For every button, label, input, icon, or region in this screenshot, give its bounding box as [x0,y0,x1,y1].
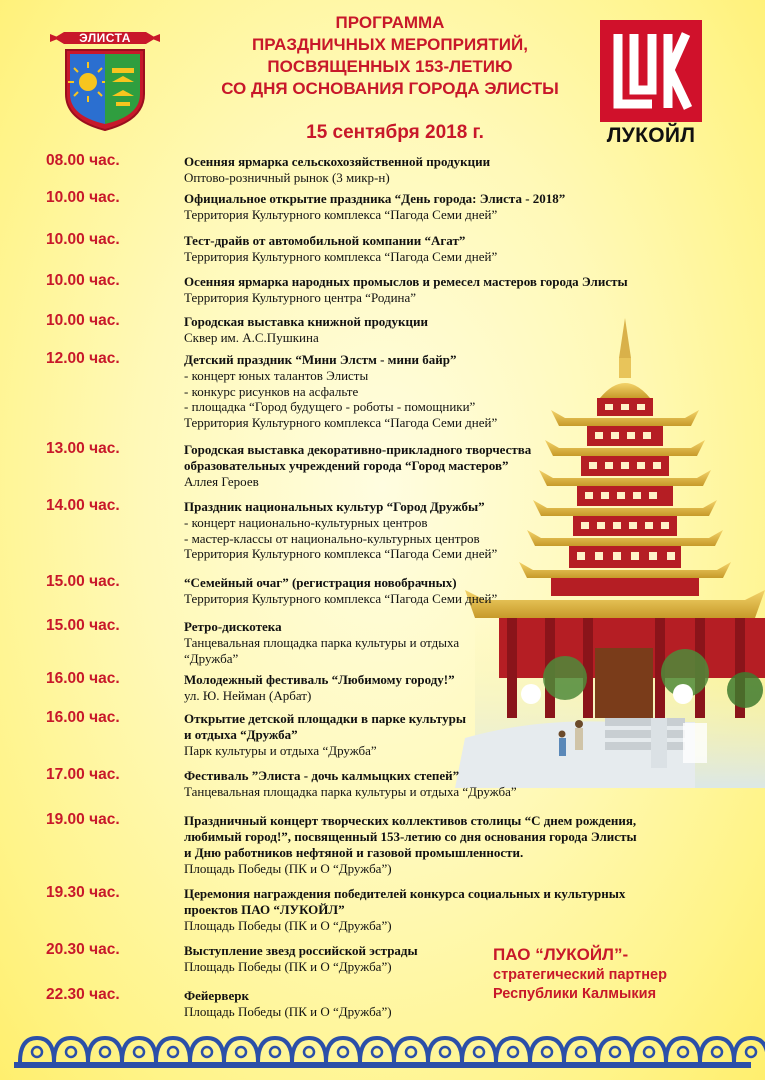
event-title: Открытие детской площадки в парке культуры [184,711,466,726]
event-time: 16.00 час. [46,670,120,687]
event-title: Фейерверк [184,988,249,1003]
event-line: - площадка “Город будущего - роботы - помощники” [184,399,476,414]
event-title: “Семейный очаг” (регистрация новобрачных) [184,575,457,590]
event-location: Площадь Победы (ПК и О “Дружба”) [184,861,392,876]
partner-title: ПАО “ЛУКОЙЛ”- [493,945,629,964]
event-details [184,575,497,607]
event-title: Праздник национальных культур “Город Дружбы” [184,499,485,514]
event-details [184,943,418,975]
event-location: Территория Культурного комплекса “Пагода Семи дней” [184,249,498,264]
event-time: 10.00 час. [46,272,120,289]
event-location-cont: “Дружба” [184,650,239,666]
partner-line: Республики Калмыкия [493,986,657,1002]
event-time: 16.00 час. [46,709,120,726]
event-location: Сквер им. А.С.Пушкина [184,330,319,345]
page-title [190,12,590,100]
event-line: - конкурс рисунков на асфальте [184,383,359,399]
event-details [184,988,392,1020]
event-line: - мастер-классы от национально-культурных центров [184,530,480,546]
event-title: Фестиваль ”Элиста - дочь калмыцких степей” [184,768,460,783]
event-date: 15 сентября 2018 г. [306,122,484,143]
title-line: ПРОГРАММА [335,13,445,32]
event-time: 10.00 час. [46,312,120,329]
event-title: Городская выставка книжной продукции [184,314,428,329]
event-location: Территория Культурного центра “Родина” [184,290,417,305]
ornament-icon [0,1024,765,1074]
event-details [184,813,637,877]
city-coat-of-arms [50,24,160,134]
event-details [184,154,490,186]
event-time: 13.00 час. [46,440,120,457]
event-title-cont: и отдыха “Дружба” [184,727,298,742]
event-time: 08.00 час. [46,152,120,169]
event-location: Территория Культурного комплекса “Пагода Семи дней” [184,414,498,430]
title-line: ПОСВЯЩЕННЫХ 153-ЛЕТИЮ [267,57,513,76]
event-location: Танцевальная площадка парка культуры и отдыха “Дружба” [184,784,517,799]
event-line: - концерт национально-культурных центров [184,515,428,530]
event-title: Городская выставка декоративно-прикладного творчества [184,442,532,457]
event-title: Молодежный фестиваль “Любимому городу!” [184,672,455,687]
lukoil-logo [600,20,702,122]
event-title: Тест-драйв от автомобильной компании “Агат” [184,233,466,248]
event-title: Ретро-дискотека [184,619,282,634]
event-details [184,352,497,430]
event-line: - концерт юных талантов Элисты [184,368,369,383]
event-details [184,314,428,346]
event-location: Площадь Победы (ПК и О “Дружба”) [184,1004,392,1019]
pagoda-icon [455,318,765,788]
event-time: 20.30 час. [46,941,120,958]
event-time: 10.00 час. [46,231,120,248]
event-title-cont: образовательных учреждений города “Город мастеров” [184,458,509,473]
event-title: Детский праздник “Мини Элстм - мини байр” [184,352,457,367]
event-details [184,442,531,490]
event-title: Церемония награждения победителей конкурса социальных и культурных [184,886,626,901]
event-details [184,619,459,666]
partner-note [493,944,733,1004]
event-location: Территория Культурного комплекса “Пагода Семи дней” [184,591,498,606]
event-location: Территория Культурного комплекса “Пагода Семи дней” [184,546,498,561]
event-details [184,499,497,562]
event-time: 15.00 час. [46,617,120,634]
partner-line: стратегический партнер [493,967,667,983]
event-location: Парк культуры и отдыха “Дружба” [184,743,377,758]
event-time: 12.00 час. [46,350,120,367]
event-details [184,274,628,306]
event-title: Официальное открытие праздника “День города: Элиста - 2018” [184,191,566,206]
ornament-border [0,1024,765,1074]
event-title: Осенняя ярмарка народных промыслов и ремесел мастеров города Элисты [184,274,628,289]
event-details [184,886,625,934]
event-time: 22.30 час. [46,986,120,1003]
event-location: Территория Культурного комплекса “Пагода Семи дней” [184,207,498,222]
event-time: 17.00 час. [46,766,120,783]
event-location: Аллея Героев [184,474,259,489]
event-title: Праздничный концерт творческих коллективов столицы “С днем рождения, [184,813,637,828]
event-details [184,191,565,223]
event-title-cont: и Дню работников нефтяной и газовой промышленности. [184,845,524,860]
event-title: Выступление звезд российской эстрады [184,943,418,958]
event-location: Площадь Победы (ПК и О “Дружба”) [184,918,392,933]
event-location: Оптово-розничный рынок (3 микр-н) [184,170,390,185]
event-details [184,768,517,800]
event-time: 14.00 час. [46,497,120,514]
event-time: 19.30 час. [46,884,120,901]
event-details [184,233,497,265]
title-line: ПРАЗДНИЧНЫХ МЕРОПРИЯТИЙ, [252,35,528,54]
event-location: Площадь Победы (ПК и О “Дружба”) [184,959,392,974]
event-location: Танцевальная площадка парка культуры и отдыха [184,635,460,650]
event-details [184,711,466,759]
lukoil-logo-icon [600,20,702,122]
emblem-caption: ЭЛИСТА [79,31,131,45]
lukoil-name: ЛУКОЙЛ [606,124,696,147]
event-title-cont: любимый город!”, посвященный 153-летию со дня основания города Элисты [184,829,637,844]
event-title-cont: проектов ПАО “ЛУКОЙЛ” [184,902,345,917]
event-time: 10.00 час. [46,189,120,206]
pagoda-image [455,318,765,788]
event-location: ул. Ю. Нейман (Арбат) [184,688,312,703]
event-time: 15.00 час. [46,573,120,590]
title-line: СО ДНЯ ОСНОВАНИЯ ГОРОДА ЭЛИСТЫ [221,79,559,98]
event-title: Осенняя ярмарка сельскохозяйственной продукции [184,154,491,169]
event-details [184,672,455,704]
event-time: 19.00 час. [46,811,120,828]
